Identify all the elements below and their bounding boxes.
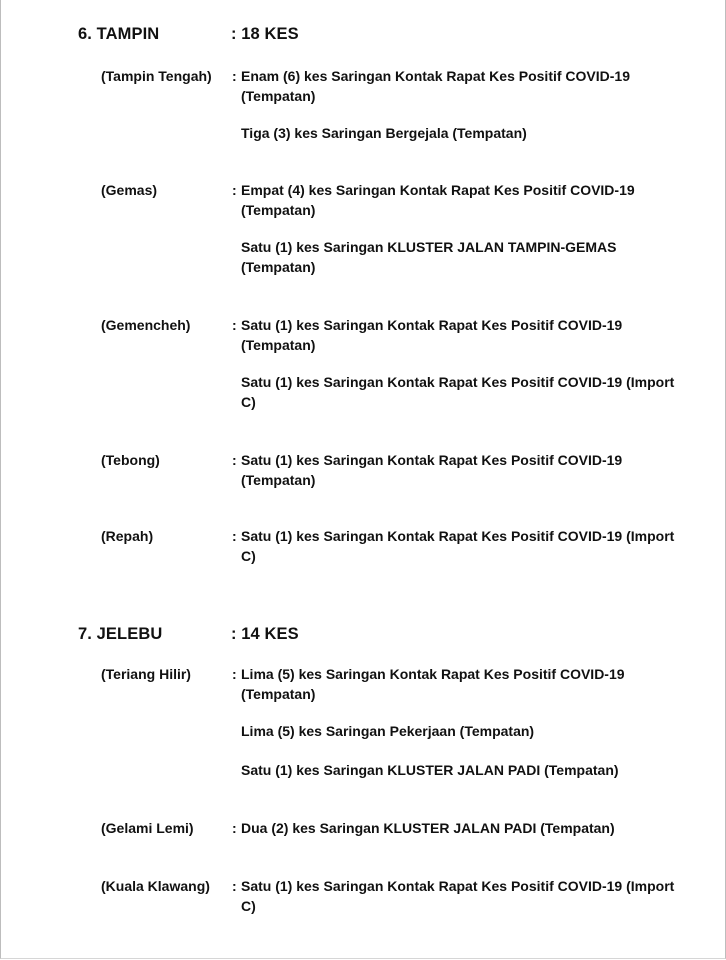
case-entry: Satu (1) kes Saringan KLUSTER JALAN PADI (Tempatan) bbox=[241, 762, 619, 778]
locality-name: (Gemencheh) bbox=[101, 317, 191, 333]
locality-colon: : bbox=[232, 820, 237, 836]
locality-name: (Repah) bbox=[101, 528, 154, 544]
case-entry: Lima (5) kes Saringan Kontak Rapat Kes Positif COVID-19 (Tempatan) bbox=[241, 666, 625, 702]
case-entry: Lima (5) kes Saringan Pekerjaan (Tempatan) bbox=[241, 723, 535, 739]
case-entry: Satu (1) kes Saringan Kontak Rapat Kes Positif COVID-19 (Tempatan) bbox=[241, 317, 623, 353]
locality-colon: : bbox=[232, 68, 237, 84]
locality-colon: : bbox=[232, 528, 237, 544]
locality-colon: : bbox=[232, 182, 237, 198]
district-name: TAMPIN bbox=[96, 25, 160, 43]
locality-colon: : bbox=[232, 317, 237, 333]
case-entry: Satu (1) kes Saringan Kontak Rapat Kes Positif COVID-19 (Tempatan) bbox=[241, 452, 623, 488]
case-entry: Dua (2) kes Saringan KLUSTER JALAN PADI (Tempatan) bbox=[241, 820, 615, 836]
case-entry: Tiga (3) kes Saringan Bergejala (Tempatan) bbox=[241, 125, 527, 141]
locality-name: (Gelami Lemi) bbox=[101, 820, 194, 836]
district-number: 7. bbox=[78, 625, 92, 643]
locality-colon: : bbox=[232, 452, 237, 468]
case-entry: Empat (4) kes Saringan Kontak Rapat Kes Positif COVID-19 (Tempatan) bbox=[241, 182, 635, 218]
district-name: JELEBU bbox=[96, 625, 163, 643]
locality-name: (Kuala Klawang) bbox=[101, 878, 210, 894]
case-entry: Satu (1) kes Saringan KLUSTER JALAN TAMPIN-GEMAS (Tempatan) bbox=[241, 239, 617, 275]
district-number: 6. bbox=[78, 25, 92, 43]
case-entry: Satu (1) kes Saringan Kontak Rapat Kes Positif COVID-19 (Import C) bbox=[241, 528, 675, 564]
locality-name: (Tampin Tengah) bbox=[101, 68, 212, 84]
case-entry: Satu (1) kes Saringan Kontak Rapat Kes Positif COVID-19 (Import C) bbox=[241, 374, 675, 410]
locality-name: (Tebong) bbox=[101, 452, 160, 468]
district-total: : 18 KES bbox=[231, 25, 299, 43]
case-entry: Enam (6) kes Saringan Kontak Rapat Kes Positif COVID-19 (Tempatan) bbox=[241, 68, 630, 104]
locality-colon: : bbox=[232, 666, 237, 682]
district-label bbox=[78, 25, 159, 44]
locality-name: (Teriang Hilir) bbox=[101, 666, 191, 682]
district-label bbox=[78, 625, 162, 644]
case-entry: Satu (1) kes Saringan Kontak Rapat Kes Positif COVID-19 (Import C) bbox=[241, 878, 675, 914]
locality-name: (Gemas) bbox=[101, 182, 158, 198]
district-total: : 14 KES bbox=[231, 625, 299, 643]
locality-colon: : bbox=[232, 878, 237, 894]
